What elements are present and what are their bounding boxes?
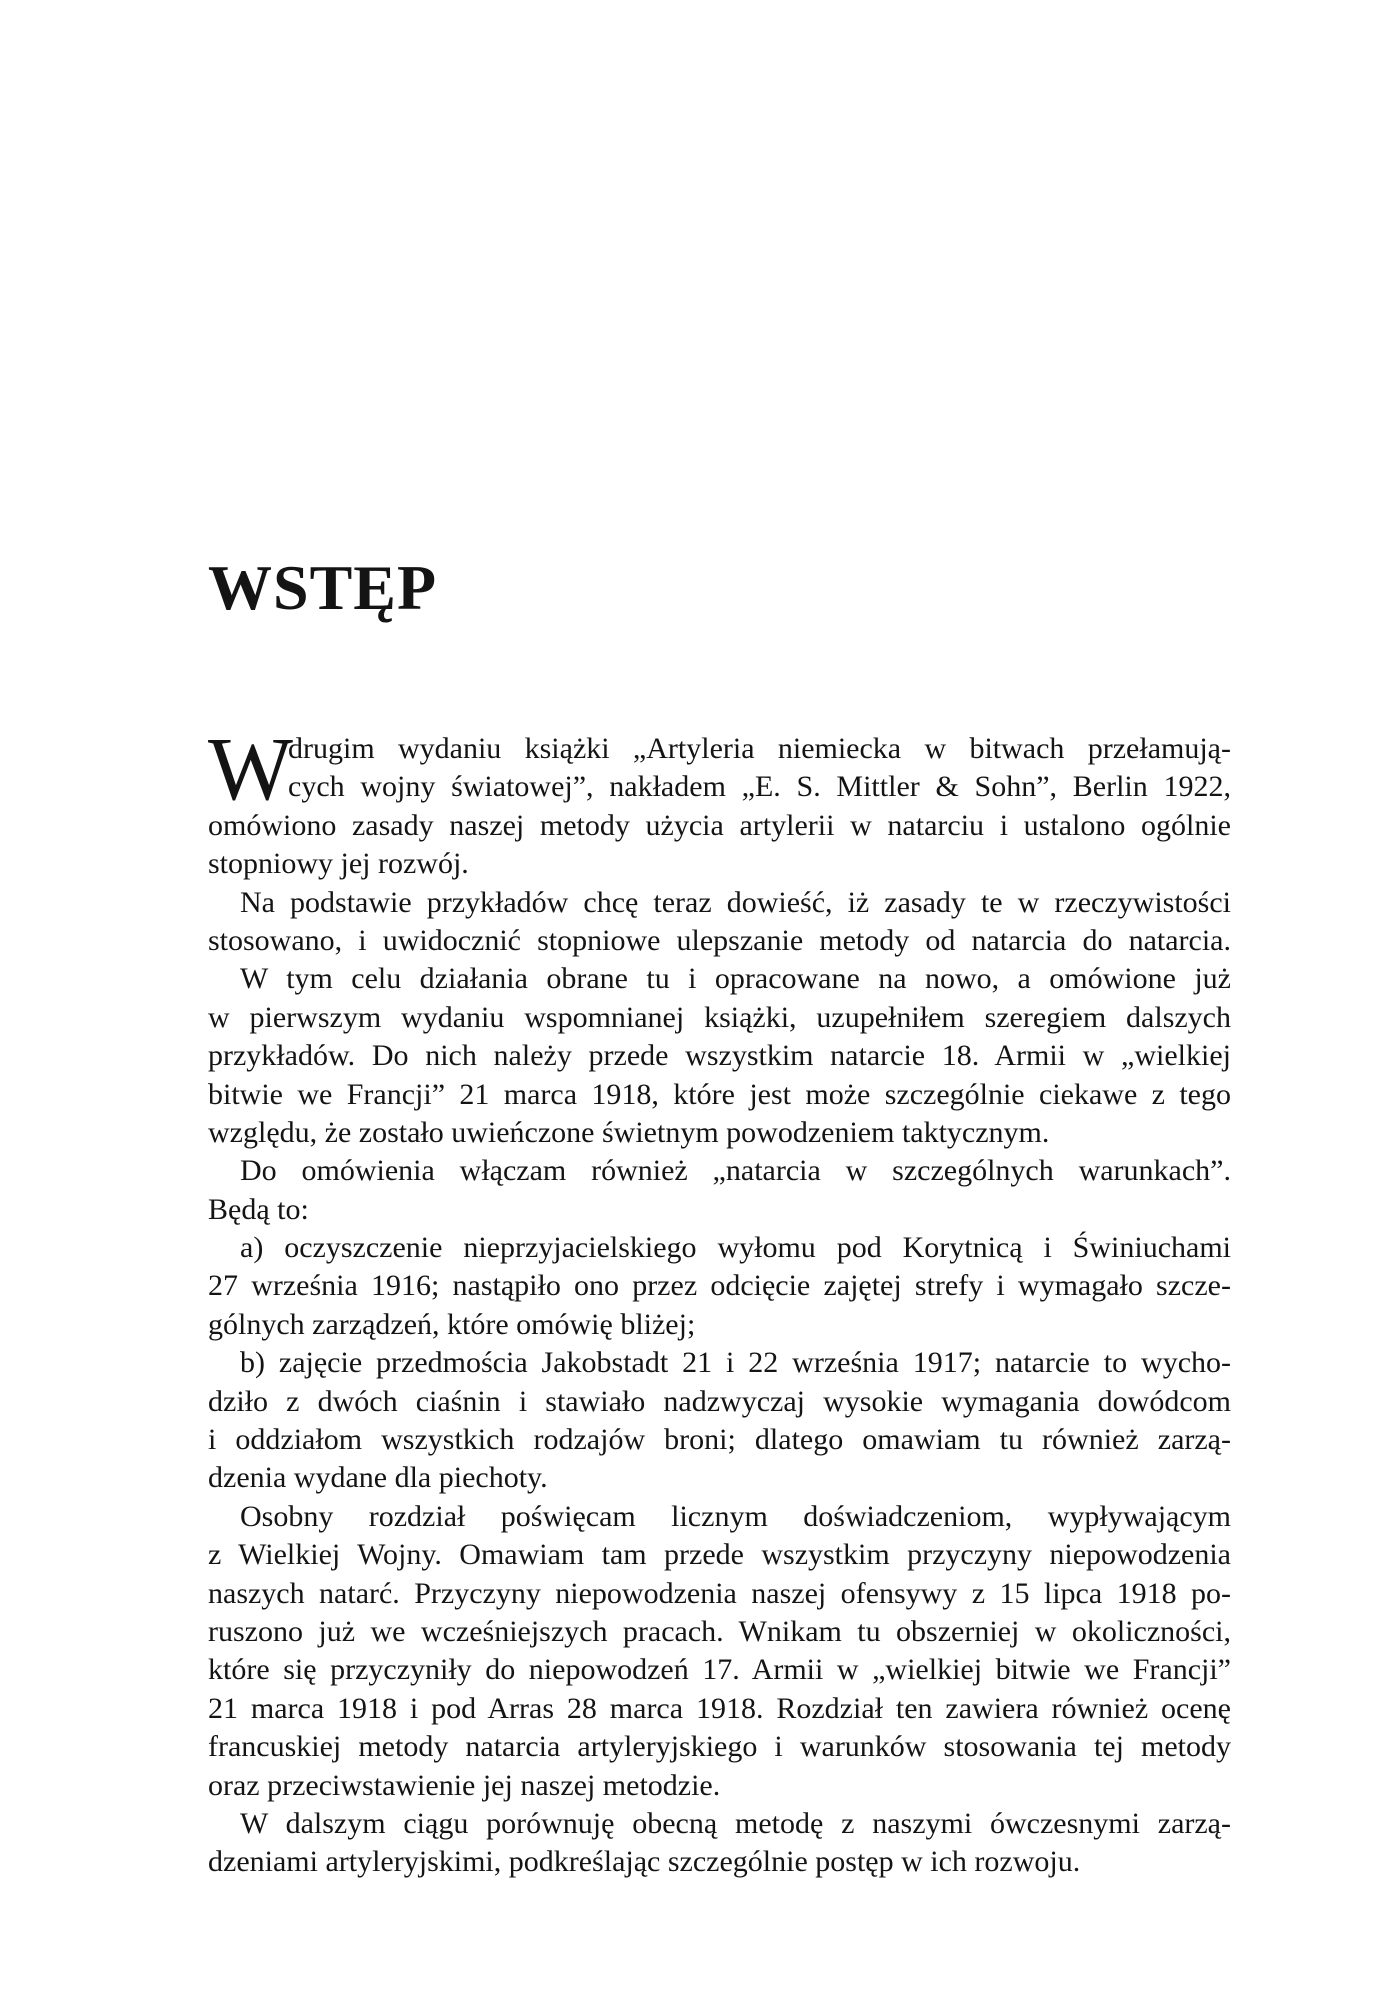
text-line: omówiono zasady naszej metody użycia artylerii w natarciu i ustalono ogólnie <box>208 808 1231 842</box>
text-line: Do omówienia włączam również „natarcia w szczególnych warunkach”. <box>240 1154 1231 1188</box>
text-line: naszych natarć. Przyczyny niepowodzenia naszej ofensywy z 15 lipca 1918 po- <box>208 1576 1231 1610</box>
text-line: bitwie we Francji” 21 marca 1918, które jest może szczególnie ciekawe z tego <box>208 1077 1231 1111</box>
text-line: i oddziałom wszystkich rodzajów broni; dlatego omawiam tu również zarzą- <box>208 1423 1231 1457</box>
text-line: stosowano, i uwidocznić stopniowe ulepszanie metody od natarcia do natarcia. <box>208 923 1231 957</box>
text-line: drugim wydaniu książki „Artyleria niemiecka w bitwach przełamują- <box>288 732 1231 765</box>
text-line: dzenia wydane dla piechoty. <box>208 1461 548 1495</box>
chapter-heading: WSTĘP <box>208 552 438 623</box>
text-line: oraz przeciwstawienie jej naszej metodzie. <box>208 1768 721 1802</box>
text-line: W tym celu działania obrane tu i opracowane na nowo, a omówione już <box>240 962 1231 996</box>
text-line: 27 września 1916; nastąpiło ono przez odcięcie zajętej strefy i wymagało szcze- <box>208 1269 1231 1303</box>
text-line: cych wojny światowej”, nakładem „E. S. Mittler & Sohn”, Berlin 1922, <box>288 770 1231 804</box>
text-line: z Wielkiej Wojny. Omawiam tam przede wszystkim przyczyny niepowodzenia <box>208 1538 1231 1572</box>
text-line: względu, że zostało uwieńczone świetnym powodzeniem taktycznym. <box>208 1115 1050 1149</box>
text-line: Na podstawie przykładów chcę teraz dowieść, iż zasady te w rzeczywistości <box>240 885 1231 919</box>
text-line: b) zajęcie przedmościa Jakobstadt 21 i 22 września 1917; natarcie to wycho- <box>240 1346 1231 1380</box>
text-line: francuskiej metody natarcia artyleryjskiego i warunków stosowania tej metody <box>208 1730 1231 1764</box>
text-line: w pierwszym wydaniu wspomnianej książki, uzupełniłem szeregiem dalszych <box>208 1000 1231 1034</box>
text-line: Będą to: <box>208 1192 309 1226</box>
body-text <box>208 720 1231 1882</box>
text-line: które się przyczyniły do niepowodzeń 17. Armii w „wielkiej bitwie we Francji” <box>208 1653 1231 1687</box>
drop-cap: W <box>208 720 293 819</box>
text-line: dzeniami artyleryjskimi, podkreślając szczególnie postęp w ich rozwoju. <box>208 1845 1081 1879</box>
text-line: gólnych zarządzeń, które omówię bliżej; <box>208 1307 696 1341</box>
text-line: a) oczyszczenie nieprzyjacielskiego wyłomu pod Korytnicą i Świniuchami <box>240 1231 1231 1265</box>
text-line: Osobny rozdział poświęcam licznym doświadczeniom, wypływającym <box>240 1499 1231 1533</box>
text-line: przykładów. Do nich należy przede wszystkim natarcie 18. Armii w „wielkiej <box>208 1039 1231 1073</box>
text-line: W dalszym ciągu porównuję obecną metodę z naszymi ówczesnymi zarzą- <box>240 1806 1231 1840</box>
text-line: dziło z dwóch ciaśnin i stawiało nadzwyczaj wysokie wymagania dowódcom <box>208 1384 1231 1418</box>
text-line: 21 marca 1918 i pod Arras 28 marca 1918. Rozdział ten zawiera również ocenę <box>208 1691 1231 1725</box>
text-line: stopniowy jej rozwój. <box>208 847 469 881</box>
text-line: ruszono już we wcześniejszych pracach. Wnikam tu obszerniej w okoliczności, <box>208 1614 1231 1648</box>
